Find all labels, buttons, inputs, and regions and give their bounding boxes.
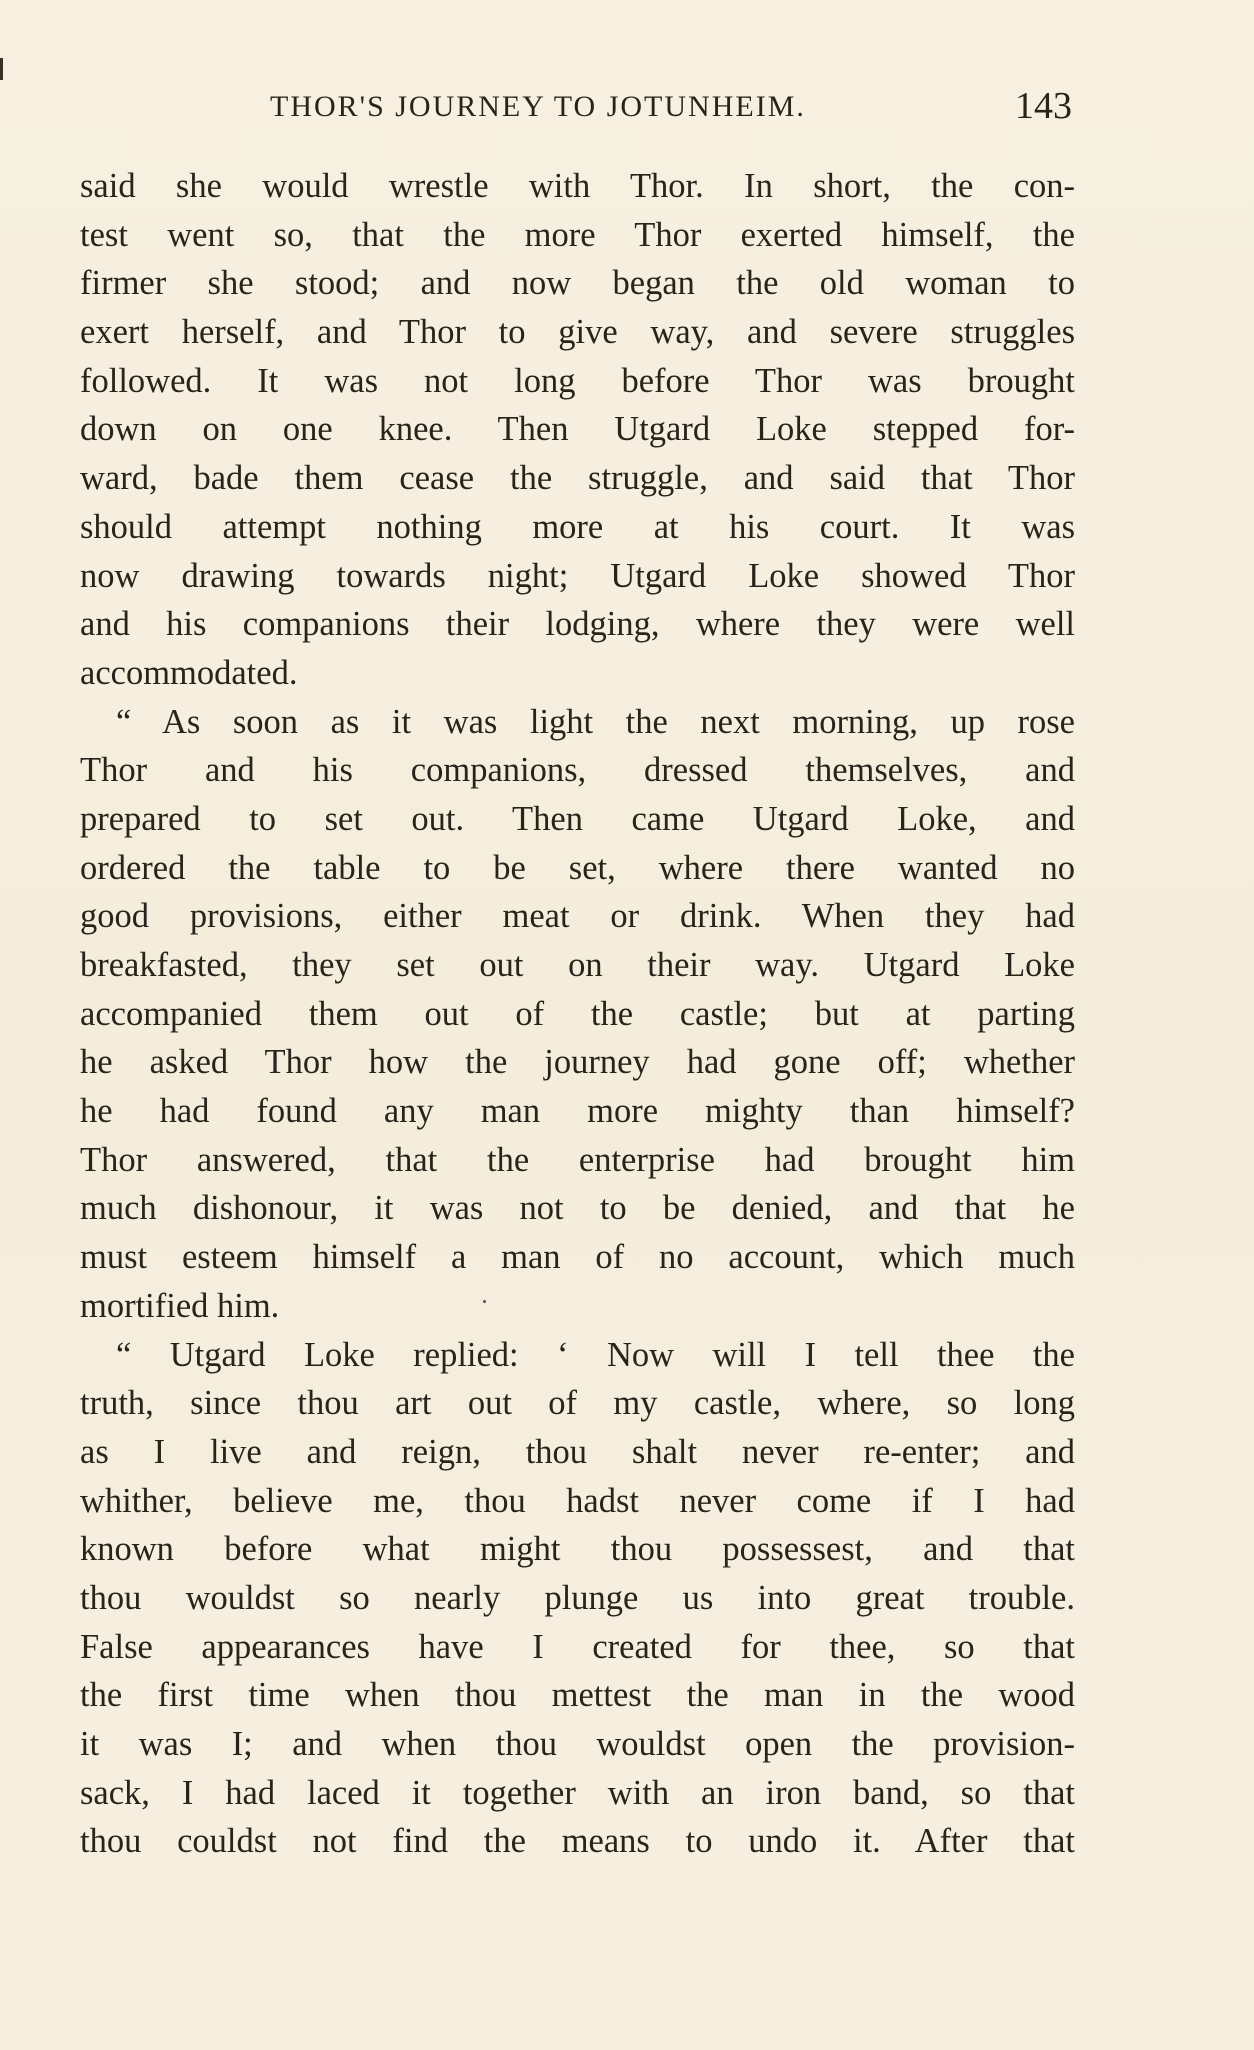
text-line: thou couldst not find the means to undo it. After that <box>80 1822 1075 1861</box>
body-text <box>80 162 1075 1866</box>
text-line: known before what might thou possessest, and that <box>80 1530 1075 1569</box>
paragraph-first-line: “ As soon as it was light the next morning, up rose <box>116 702 1075 741</box>
text-line: and his companions their lodging, where they were well <box>80 605 1075 644</box>
text-line: test went so, that the more Thor exerted himself, the <box>80 215 1075 254</box>
text-line: he asked Thor how the journey had gone off; whether <box>80 1043 1075 1082</box>
paragraph-end-line: mortified him. <box>80 1286 280 1325</box>
text-line: said she would wrestle with Thor. In short, the con- <box>80 167 1075 205</box>
page-edge-mark <box>0 58 3 80</box>
text-line: Thor answered, that the enterprise had brought him <box>80 1140 1075 1179</box>
text-line: he had found any man more mighty than himself? <box>80 1092 1075 1131</box>
text-line: the first time when thou mettest the man in the wood <box>80 1676 1075 1715</box>
text-line: ordered the table to be set, where there wanted no <box>80 848 1075 887</box>
text-line: followed. It was not long before Thor was brought <box>80 361 1075 400</box>
text-line: must esteem himself a man of no account, which much <box>80 1238 1075 1277</box>
text-line: ward, bade them cease the struggle, and said that Thor <box>80 459 1075 498</box>
text-line: accompanied them out of the castle; but at parting <box>80 994 1075 1033</box>
text-line: breakfasted, they set out on their way. Utgard Loke <box>80 946 1075 984</box>
text-line: it was I; and when thou wouldst open the provision- <box>80 1725 1075 1763</box>
text-line: prepared to set out. Then came Utgard Loke, and <box>80 799 1075 838</box>
text-line: as I live and reign, thou shalt never re-enter; and <box>80 1432 1075 1471</box>
text-line: now drawing towards night; Utgard Loke showed Thor <box>80 556 1075 595</box>
text-line: False appearances have I created for thee, so that <box>80 1627 1075 1666</box>
text-line: much dishonour, it was not to be denied, and that he <box>80 1189 1075 1228</box>
running-title: THOR'S JOURNEY TO JOTUNHEIM. <box>270 90 806 123</box>
text-line: Thor and his companions, dressed themselves, and <box>80 751 1075 790</box>
text-line: should attempt nothing more at his court. It was <box>80 507 1075 546</box>
paragraph-first-line: “ Utgard Loke replied: ‘ Now will I tell thee the <box>116 1335 1075 1374</box>
text-line: sack, I had laced it together with an iron band, so that <box>80 1773 1075 1812</box>
text-line: thou wouldst so nearly plunge us into great trouble. <box>80 1578 1075 1617</box>
page-number: 143 <box>1015 85 1072 127</box>
text-line: firmer she stood; and now began the old woman to <box>80 264 1075 303</box>
text-line: whither, believe me, thou hadst never come if I had <box>80 1481 1075 1520</box>
ink-speck <box>483 1300 486 1303</box>
running-head <box>82 84 1072 144</box>
text-line: good provisions, either meat or drink. When they had <box>80 897 1075 936</box>
paragraph-end-line: accommodated. <box>80 653 298 692</box>
text-line: exert herself, and Thor to give way, and severe struggles <box>80 313 1075 352</box>
text-line: down on one knee. Then Utgard Loke stepped for- <box>80 410 1075 449</box>
text-line: truth, since thou art out of my castle, where, so long <box>80 1384 1075 1423</box>
